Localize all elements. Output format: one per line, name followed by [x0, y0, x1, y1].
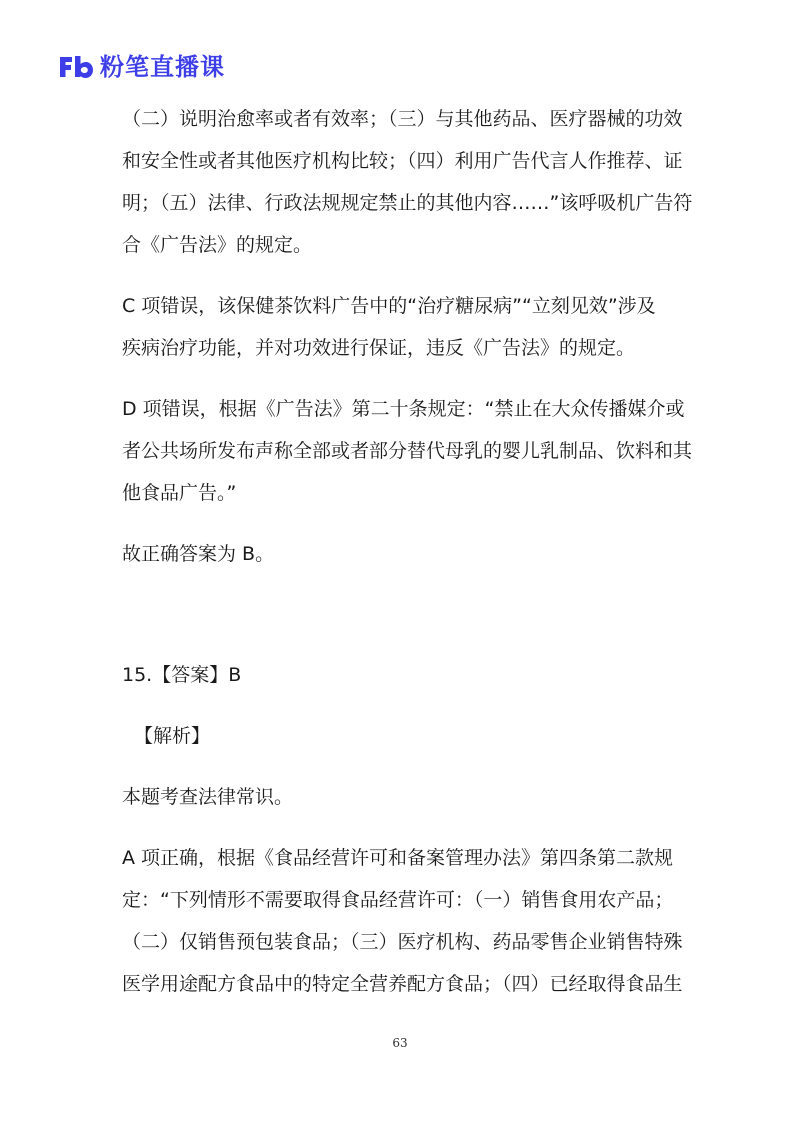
question-answer-heading: 15.【答案】B: [122, 664, 242, 686]
text-line: 他食品广告。”: [122, 482, 237, 504]
text-line: 疾病治疗功能，并对功效进行保证，违反《广告法》的规定。: [122, 337, 636, 359]
text-line: 和安全性或者其他医疗机构比较；（四）利用广告代言人作推荐、证: [122, 150, 683, 172]
text-line: 者公共场所发布声称全部或者部分替代母乳的婴儿乳制品、饮料和其: [122, 440, 693, 462]
analysis-heading: 【解析】: [134, 725, 211, 747]
text-line: （二）仅销售预包装食品；（三）医疗机构、药品零售企业销售特殊: [122, 931, 683, 953]
text-line: A 项正确，根据《食品经营许可和备案管理办法》第四条第二款规: [122, 847, 674, 869]
text-line: C 项错误，该保健茶饮料广告中的“治疗糖尿病”“立刻见效”涉及: [122, 295, 656, 317]
text-line: D 项错误，根据《广告法》第二十条规定：“禁止在大众传播媒介或: [122, 398, 685, 420]
page-number: 63: [392, 1036, 408, 1050]
text-line: （二）说明治愈率或者有效率；（三）与其他药品、医疗器械的功效: [122, 108, 683, 130]
text-line: 本题考查法律常识。: [122, 786, 294, 808]
text-line: 定：“下列情形不需要取得食品经营许可：（一）销售食用农产品；: [122, 889, 674, 911]
brand-name: 粉笔直播课: [100, 53, 225, 81]
text-line: 医学用途配方食品中的特定全营养配方食品；（四）已经取得食品生: [122, 973, 683, 995]
text-line: 明；（五）法律、行政法规规定禁止的其他内容……”该呼吸机广告符: [122, 192, 693, 214]
text-line: 合《广告法》的规定。: [122, 234, 313, 256]
answer-conclusion: 故正确答案为 B。: [122, 543, 275, 565]
